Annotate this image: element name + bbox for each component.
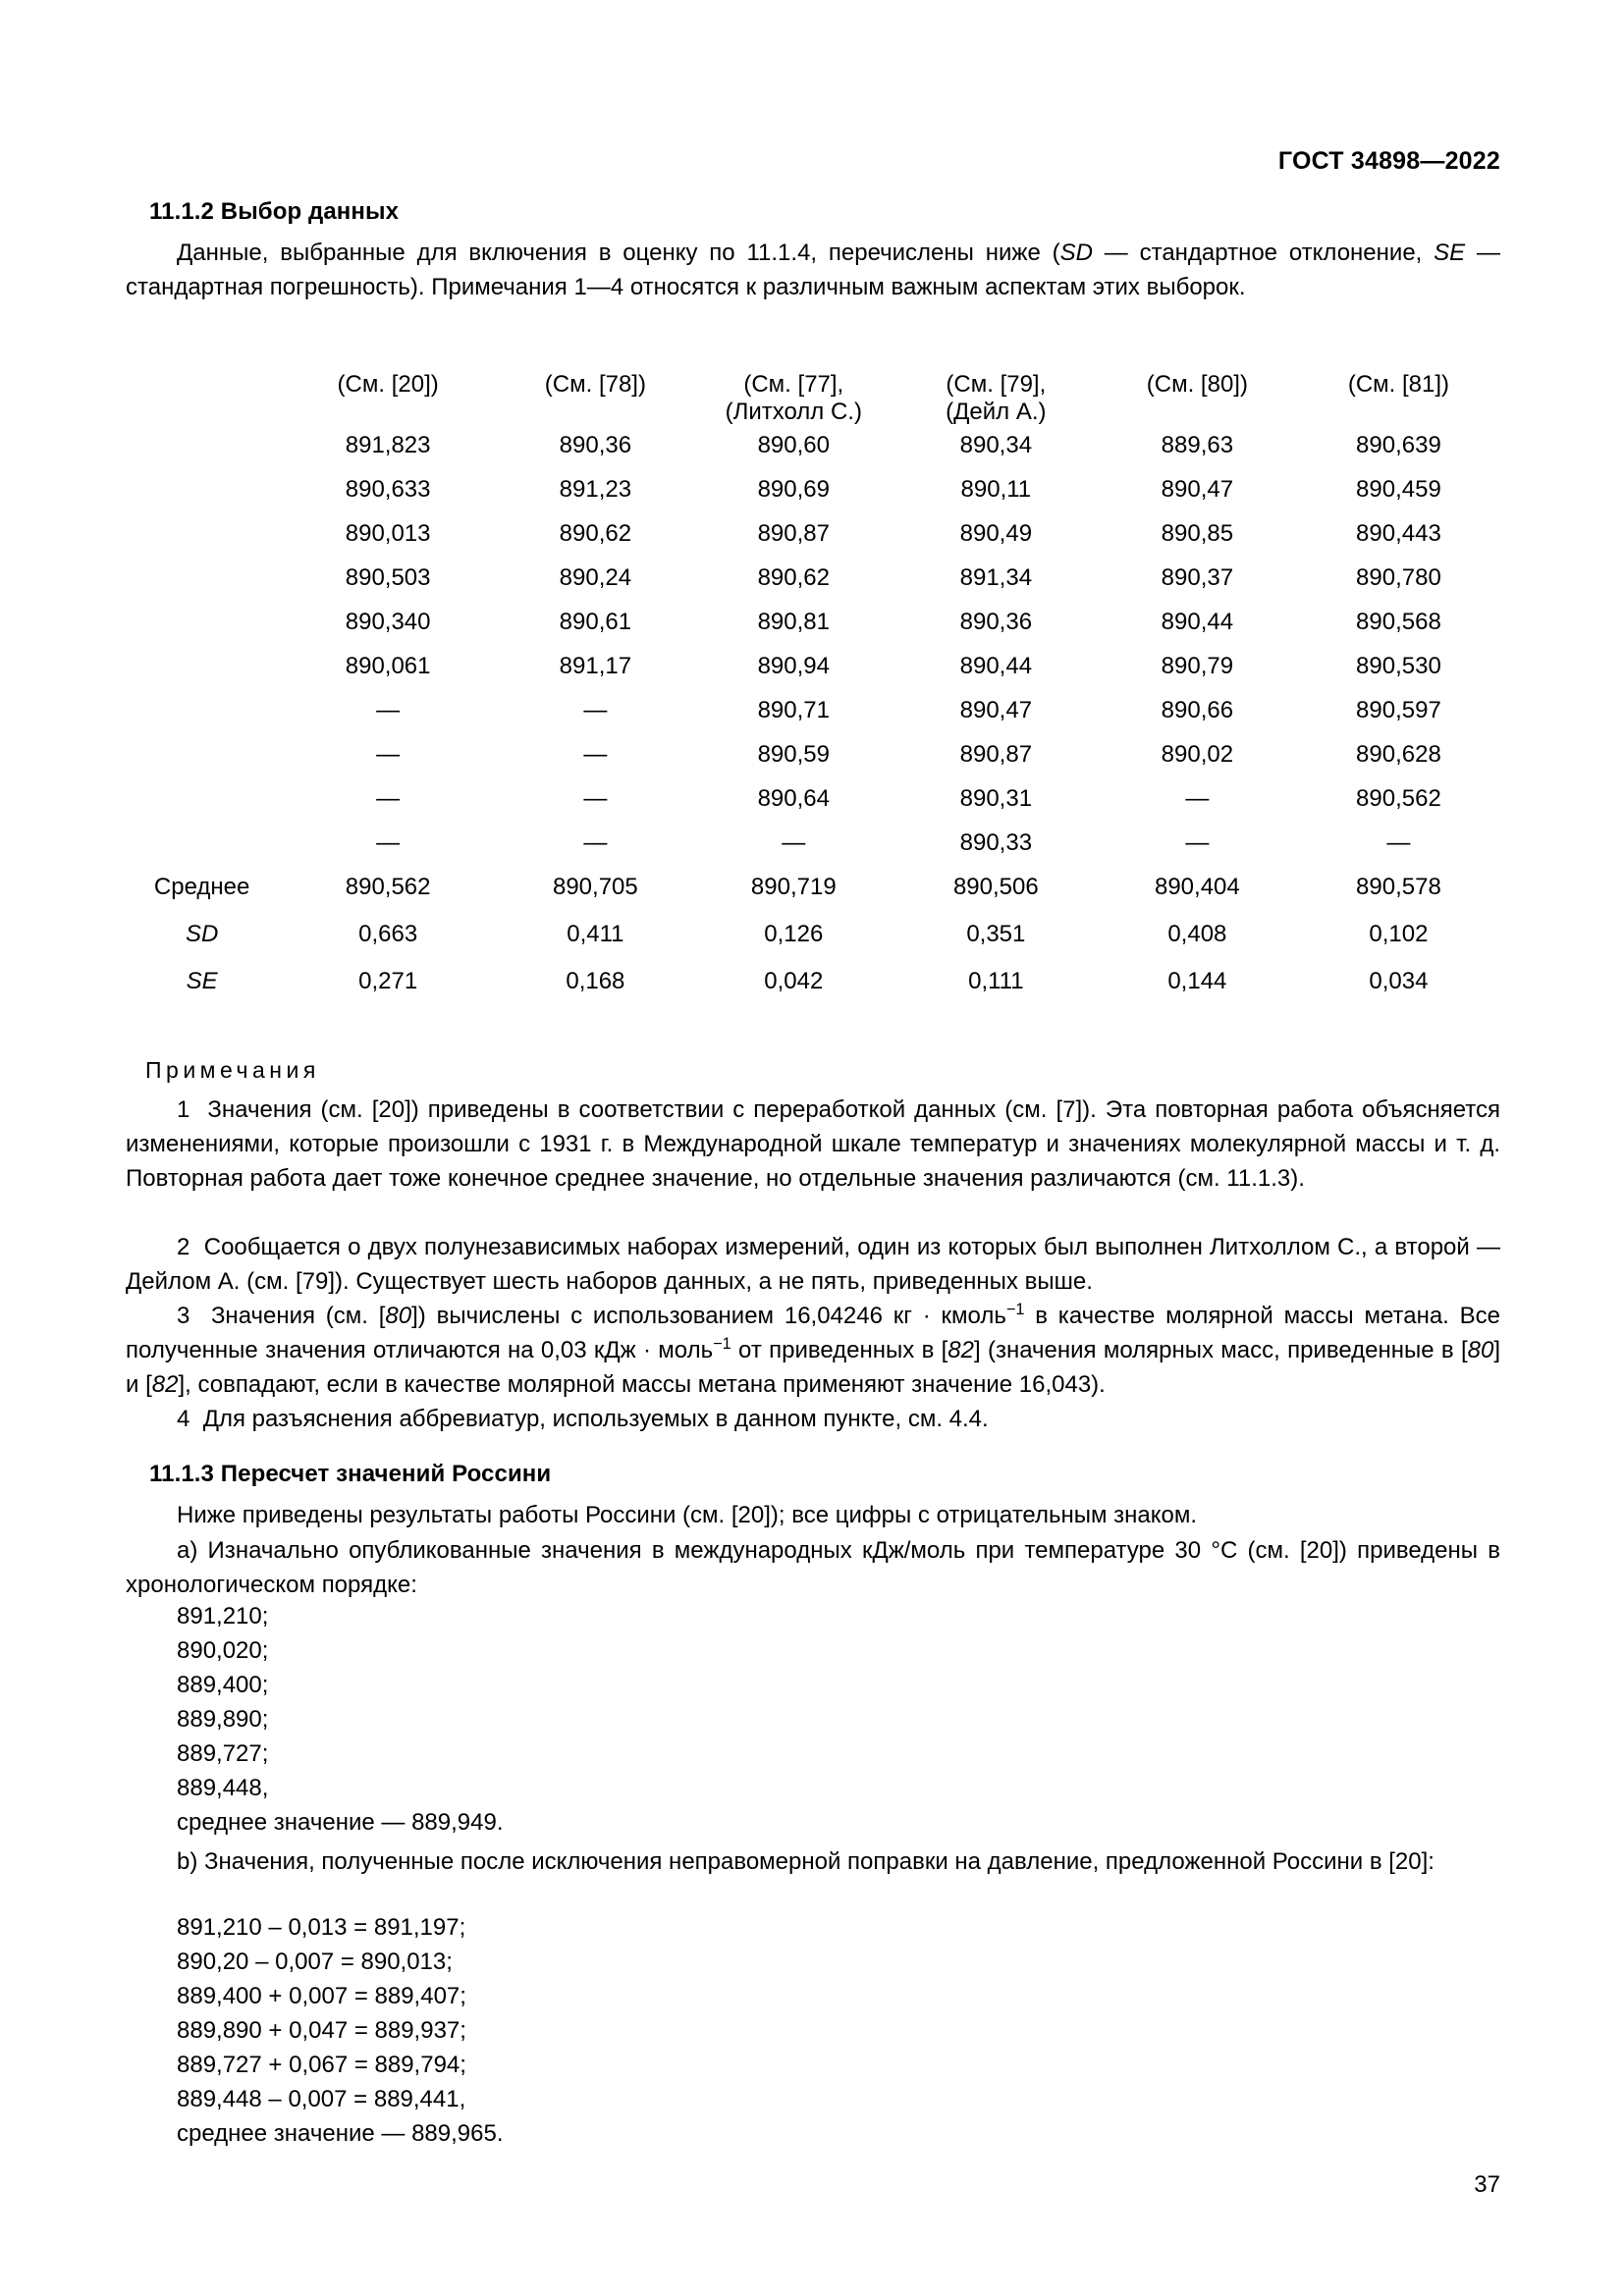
table-row: [126, 520, 1500, 564]
table-cell: 890,503: [345, 564, 431, 591]
page-number: 37: [1474, 2171, 1500, 2198]
note-3-exponent-2: −1: [713, 1335, 731, 1353]
table-cell: 890,71: [757, 697, 830, 723]
table-cell: 0,102: [1369, 921, 1429, 947]
value-a-3: 889,400;: [177, 1672, 269, 1698]
col-header-line1: (См. [79],: [946, 371, 1047, 398]
note-1-text: Значения (см. [20]) приведены в соответствии с переработкой данных (см. [7]). Эта повторная работа объясняется изменениями, которые произошли с 1931 г. в Международной шкале температур и значениях молекулярной массы и т. д. Повторная работа дает тоже конечное среднее значение, но отдельные значения различаются (см. 11.1.3).: [126, 1096, 1500, 1192]
table-cell: 890,81: [757, 609, 830, 635]
table-row: [126, 564, 1500, 609]
note-3-text-f: ] и [: [126, 1337, 1501, 1398]
abbr-sd: SD: [1059, 240, 1093, 266]
list-item-a-text: a) Изначально опубликованные значения в международных кДж/моль при температуре 30 °C (см. [20]) приведены в хронологическом порядке:: [126, 1537, 1500, 1598]
note-4: [126, 1402, 1500, 1436]
table-cell: 890,061: [345, 653, 431, 679]
table-cell: 890,506: [952, 874, 1039, 900]
note-2: [126, 1230, 1500, 1299]
table-cell: —: [583, 741, 608, 768]
table-cell: 890,719: [750, 874, 837, 900]
table-cell: 890,62: [757, 564, 830, 591]
table-cell: 890,69: [757, 476, 830, 503]
col-header-line1: (См. [20]): [337, 371, 439, 398]
value-b-mean: среднее значение — 889,965.: [177, 2120, 504, 2147]
col-header-line2: (Литхолл С.): [725, 399, 862, 425]
table-row: [126, 829, 1500, 874]
table-cell: 890,44: [959, 653, 1033, 679]
table-cell: 890,24: [559, 564, 632, 591]
table-cell: 890,628: [1356, 741, 1441, 768]
note-3-text-d: от приведенных в [: [731, 1337, 948, 1363]
clause-title-11-1-2: 11.1.2 Выбор данных: [149, 198, 400, 225]
table-column-header-1: [498, 371, 693, 432]
table-row: [126, 476, 1500, 520]
table-cell: 890,33: [959, 829, 1033, 856]
table-header-row: [126, 371, 1500, 432]
clause-title-11-1-3: 11.1.3 Пересчет значений Россини: [149, 1461, 552, 1487]
table-column-header-4: [1098, 371, 1297, 432]
intro-text-part3: — стандартная погрешность). Примечания 1—4 относятся к различным важным аспектам этих выборок.: [126, 240, 1500, 300]
table-cell: 890,49: [959, 520, 1033, 547]
table-row-mean: [126, 874, 1500, 921]
table-cell: 890,578: [1356, 874, 1441, 900]
row-label-sd: SD: [185, 921, 219, 947]
table-cell: 890,87: [757, 520, 830, 547]
table-cell: 890,61: [559, 609, 632, 635]
table-cell: 891,17: [559, 653, 632, 679]
note-3-exponent-1: −1: [1005, 1301, 1025, 1318]
table-cell: 890,47: [959, 697, 1033, 723]
row-label: [126, 609, 278, 653]
list-item-a: [126, 1533, 1500, 1602]
note-2-number: 2: [177, 1234, 190, 1260]
note-3-text-b: ]) вычислены с использованием 16,04246 кг · кмоль: [411, 1303, 1006, 1329]
table-cell: 890,340: [345, 609, 431, 635]
abbr-se: SE: [1434, 240, 1466, 266]
value-b-1: 891,210 – 0,013 = 891,197;: [177, 1914, 466, 1941]
table-cell: —: [1386, 829, 1411, 856]
table-cell: 890,94: [757, 653, 830, 679]
table-cell: 0,144: [1167, 968, 1227, 994]
note-3-ref-82a: 82: [947, 1337, 974, 1363]
table-column-header-5: [1297, 371, 1500, 432]
value-b-5: 889,727 + 0,067 = 889,794;: [177, 2052, 466, 2078]
note-4-number: 4: [177, 1406, 190, 1432]
table-cell: 890,34: [959, 432, 1033, 458]
running-header: ГОСТ 34898—2022: [1277, 147, 1500, 175]
table-column-header-0: [278, 371, 498, 432]
col-header-line1: (См. [78]): [544, 371, 646, 398]
clause-11-1-3-intro-text: Ниже приведены результаты работы Россини (см. [20]); все цифры с отрицательным знаком.: [177, 1502, 1198, 1528]
table-row: [126, 653, 1500, 697]
table-cell: 890,639: [1356, 432, 1441, 458]
table-cell: 0,111: [968, 968, 1024, 994]
intro-text-part1: Данные, выбранные для включения в оценку по 11.1.4, перечислены ниже (: [177, 240, 1060, 266]
note-3: [126, 1299, 1500, 1402]
value-b-2: 890,20 – 0,007 = 890,013;: [177, 1949, 453, 1975]
note-3-text-g: ], совпадают, если в качестве молярной массы метана применяют значение 16,043).: [178, 1371, 1106, 1398]
table-cell: 890,013: [345, 520, 431, 547]
table-cell: 890,443: [1356, 520, 1441, 547]
table-column-header-3: [894, 371, 1098, 432]
table-cell: 890,47: [1161, 476, 1234, 503]
table-cell: 890,705: [552, 874, 638, 900]
value-a-2: 890,020;: [177, 1637, 269, 1664]
row-label: [126, 476, 278, 520]
value-b-4: 889,890 + 0,047 = 889,937;: [177, 2017, 466, 2044]
value-a-6: 889,448,: [177, 1775, 269, 1801]
table-cell: 0,411: [567, 921, 624, 947]
table-cell: 890,79: [1161, 653, 1234, 679]
row-label: [126, 697, 278, 741]
table-cell: 890,36: [959, 609, 1033, 635]
table-cell: —: [376, 741, 401, 768]
table-cell: —: [1185, 785, 1210, 812]
col-header-line1: (См. [77],: [743, 371, 844, 398]
table-column-header-2: [693, 371, 894, 432]
page-content: [126, 0, 1500, 2296]
value-a-mean: среднее значение — 889,949.: [177, 1809, 504, 1836]
table-cell: 0,408: [1167, 921, 1227, 947]
table-cell: 891,823: [345, 432, 431, 458]
table-row: [126, 609, 1500, 653]
table-cell: 0,168: [566, 968, 625, 994]
table-cell: 890,60: [757, 432, 830, 458]
note-4-text: Для разъяснения аббревиатур, используемых в данном пункте, см. 4.4.: [202, 1406, 989, 1432]
table-cell: 0,271: [358, 968, 418, 994]
table-cell: 890,31: [959, 785, 1033, 812]
table-cell: 890,562: [1356, 785, 1441, 812]
table-cell: 0,663: [358, 921, 418, 947]
table-cell: 890,780: [1356, 564, 1441, 591]
measurement-data-table: [126, 371, 1500, 1015]
table-cell: —: [583, 829, 608, 856]
row-label: [126, 520, 278, 564]
table-cell: —: [376, 829, 401, 856]
table-cell: 890,562: [345, 874, 431, 900]
notes-heading: Примечания: [145, 1057, 320, 1083]
table-cell: —: [583, 785, 608, 812]
table-cell: 0,034: [1369, 968, 1429, 994]
table-cell: 889,63: [1161, 432, 1234, 458]
intro-text-part2: — стандартное отклонение,: [1092, 240, 1435, 266]
note-2-text: Сообщается о двух полунезависимых наборах измерений, один из которых был выполнен Литхоллом С., а второй — Дейлом А. (см. [79]). Существует шесть наборов данных, а не пять, приведенных выше.: [126, 1234, 1500, 1295]
table-cell: 891,34: [959, 564, 1033, 591]
table-cell: 890,11: [960, 476, 1032, 503]
note-3-text-c: в качестве молярной массы метана. Все полученные значения отличаются на 0,03 кДж · моль: [126, 1303, 1500, 1363]
note-3-text-e: ] (значения молярных масс, приведенные в [: [974, 1337, 1468, 1363]
table-cell: 0,042: [764, 968, 824, 994]
table-cell: 0,126: [764, 921, 824, 947]
table-row: [126, 697, 1500, 741]
table-row-sd: [126, 921, 1500, 968]
table-cell: 890,597: [1356, 697, 1441, 723]
value-b-3: 889,400 + 0,007 = 889,407;: [177, 1983, 466, 2009]
value-a-5: 889,727;: [177, 1740, 269, 1767]
table-corner-cell: [126, 371, 278, 432]
table-cell: 890,36: [559, 432, 632, 458]
clause-11-1-3-intro: [126, 1498, 1500, 1532]
table-body: [126, 432, 1500, 1015]
table-cell: 890,459: [1356, 476, 1441, 503]
list-item-b-text: b) Значения, полученные после исключения неправомерной поправки на давление, предложенной Россини в [20]:: [177, 1848, 1435, 1875]
table-cell: —: [376, 785, 401, 812]
table-head: [126, 371, 1500, 432]
table-cell: 890,62: [559, 520, 632, 547]
table-cell: 890,66: [1161, 697, 1234, 723]
table-cell: 890,85: [1161, 520, 1234, 547]
table-cell: 890,568: [1356, 609, 1441, 635]
table-cell: 890,02: [1161, 741, 1234, 768]
table-cell: 890,87: [959, 741, 1033, 768]
col-header-line1: (См. [80]): [1146, 371, 1248, 398]
col-header-line2: (Дейл А.): [946, 399, 1047, 425]
list-item-b: [126, 1844, 1500, 1879]
row-label: [126, 785, 278, 829]
table-cell: 0,351: [966, 921, 1026, 947]
value-a-1: 891,210;: [177, 1603, 269, 1629]
row-label-se: SE: [186, 968, 218, 994]
row-label: [126, 564, 278, 609]
table-row: [126, 741, 1500, 785]
table-cell: —: [583, 697, 608, 723]
table-cell: —: [782, 829, 806, 856]
table-row-se: [126, 968, 1500, 1015]
table-cell: 890,633: [345, 476, 431, 503]
note-3-ref-82b: 82: [151, 1371, 179, 1398]
row-label: [126, 653, 278, 697]
value-b-6: 889,448 – 0,007 = 889,441,: [177, 2086, 466, 2112]
table-cell: 890,44: [1161, 609, 1234, 635]
note-3-ref-80a: 80: [385, 1303, 412, 1329]
note-3-number: 3: [177, 1303, 190, 1329]
table-cell: 890,530: [1356, 653, 1441, 679]
table-cell: 891,23: [559, 476, 632, 503]
col-header-line1: (См. [81]): [1347, 371, 1450, 398]
table-cell: 890,404: [1154, 874, 1240, 900]
note-3-text-a: Значения (см. [: [210, 1303, 386, 1329]
table-cell: —: [376, 697, 401, 723]
note-1: [126, 1093, 1500, 1196]
table-cell: 890,64: [757, 785, 830, 812]
row-label-mean: Среднее: [153, 874, 250, 900]
row-label: [126, 741, 278, 785]
table-row: [126, 432, 1500, 476]
table-cell: 890,37: [1161, 564, 1234, 591]
table-row: [126, 785, 1500, 829]
row-label: [126, 829, 278, 874]
note-1-number: 1: [177, 1096, 190, 1123]
table-cell: —: [1185, 829, 1210, 856]
note-3-ref-80b: 80: [1467, 1337, 1494, 1363]
value-a-4: 889,890;: [177, 1706, 269, 1733]
clause-11-1-2-intro: [126, 236, 1500, 304]
row-label: [126, 432, 278, 476]
table-cell: 890,59: [757, 741, 830, 768]
